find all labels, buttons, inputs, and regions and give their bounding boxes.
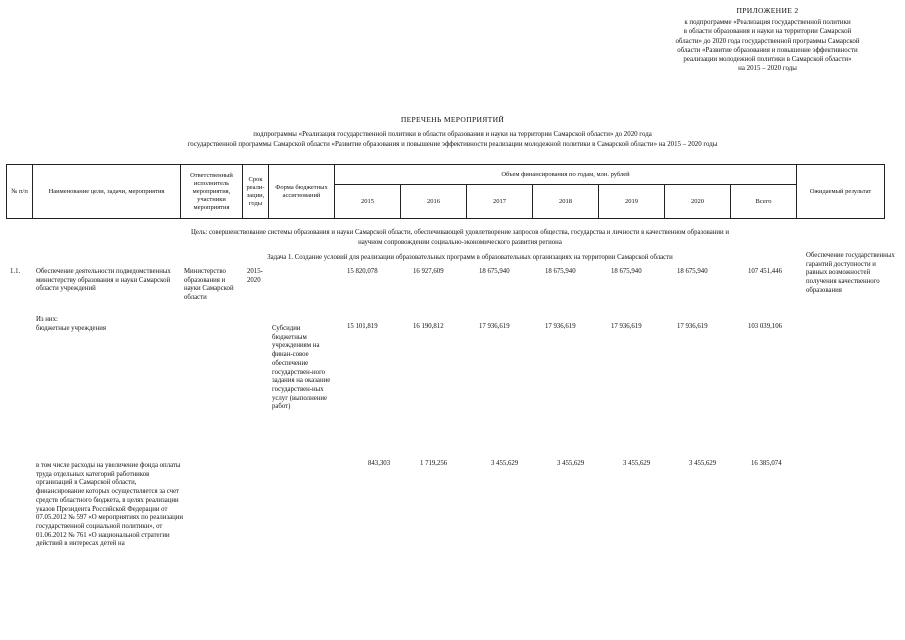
value-2015: 15 820,078 — [347, 268, 378, 275]
value-2019: 3 455,629 — [623, 460, 651, 467]
value-2018: 3 455,629 — [557, 460, 585, 467]
value-2018: 18 675,940 — [545, 268, 576, 275]
appendix-line: области» до 2020 года государственной программы Самарской — [675, 37, 860, 45]
header-year: 2019 — [599, 185, 665, 219]
header-year: 2020 — [665, 185, 731, 219]
row-executor: Министерство образования и науки Самарской области — [184, 268, 234, 302]
value-2017: 17 936,619 — [479, 323, 510, 330]
header-year: 2015 — [335, 185, 401, 219]
value-2020: 17 936,619 — [677, 323, 708, 330]
header-year: 2016 — [401, 185, 467, 219]
appendix-line: области «Развитие образования и повышение эффективности — [677, 46, 858, 54]
goal-text — [80, 228, 840, 247]
header-form: Форма бюджетных ассигнований — [269, 165, 335, 219]
appendix-line: в области образования и науки на территории Самарской — [683, 28, 852, 36]
value-2020: 3 455,629 — [689, 460, 717, 467]
value-2020: 18 675,940 — [677, 268, 708, 275]
document-subtitle — [0, 130, 905, 150]
appendix-line: реализации молодежной политики в Самарской области» — [683, 56, 852, 64]
header-year-total: Всего — [731, 185, 797, 219]
value-2015: 15 101,819 — [347, 323, 378, 330]
header-year: 2017 — [467, 185, 533, 219]
appendix-block — [640, 6, 895, 73]
goal-line: научном сопровождении социально-экономического развития региона — [358, 238, 562, 246]
appendix-line: к подпрограмме «Реализация государственной политики — [684, 19, 851, 27]
value-2016: 16 927,609 — [413, 268, 444, 275]
value-2019: 18 675,940 — [611, 268, 642, 275]
header-funding: Объем финансирования по годам, млн. рублей — [335, 165, 797, 185]
row-name: Обеспечение деятельности подведомственных министерству образования и науки Самарской области учреждений — [36, 268, 171, 293]
row-form: Субсидии бюджетным учреждениям на финан-совое обеспечение государствен-ного задания на оказание государствен-ных услуг (выполнение работ) — [272, 325, 331, 411]
header-name: Наименование цели, задачи, мероприятия — [33, 165, 181, 219]
task-text: Задача 1. Создание условий для реализации образовательных программ в образовательных организациях на территории Самарской области — [267, 254, 673, 261]
appendix-line: на 2015 – 2020 годы — [738, 65, 797, 73]
header-num: № п/п — [7, 165, 33, 219]
header-term: Срок реали-зации, годы — [243, 165, 269, 219]
header-table — [6, 164, 885, 219]
value-2016: 1 719,256 — [420, 460, 448, 467]
subtitle-line: государственной программы Самарской области «Развитие образования и повышение эффективности реализации молодежной политики в Самарской области» на 2015 – 2020 годы — [187, 141, 718, 148]
subtitle-line: подпрограммы «Реализация государственной политики в области образования и науки на территории Самарской области» до 2020 года — [253, 131, 652, 138]
row-name: Из них: — [36, 316, 58, 323]
row-name: в том числе расходы на увеличение фонда оплаты труда отдельных категорий работников организаций в Самарской области, финансирование которых осуществляется за счет средств областного бюджета, в целях реализации указов Президента Российской Федерации от 07.05.2012 № 597 «О мероприятиях по реализации государственной социальной политики», от 01.06.2012 № 761 «О национальной стратегии действий в интересах детей на — [36, 462, 184, 548]
value-2016: 16 190,812 — [413, 323, 444, 330]
value-2018: 17 936,619 — [545, 323, 576, 330]
value-total: 107 451,446 — [748, 268, 782, 275]
row-result: Обеспечение государственных гарантий доступности и равных возможностей получения качественного образования — [806, 252, 895, 294]
header-executor: Ответственный исполнитель мероприятия, участники мероприятия — [181, 165, 243, 219]
value-total: 16 385,074 — [751, 460, 782, 467]
value-2017: 18 675,940 — [479, 268, 510, 275]
row-name: бюджетные учреждения — [36, 325, 106, 332]
header-year: 2018 — [533, 185, 599, 219]
document-title: ПЕРЕЧЕНЬ МЕРОПРИЯТИЙ — [400, 115, 505, 124]
goal-line: Цель: совершенствование системы образования и науки Самарской области, обеспечивающей удовлетворение запросов общества, государства и личности в качественном образовании и — [191, 229, 729, 236]
appendix-title: ПРИЛОЖЕНИЕ 2 — [736, 6, 799, 15]
row-term: 2015-2020 — [247, 268, 263, 284]
value-2017: 3 455,629 — [491, 460, 519, 467]
row-num: 1.1. — [10, 268, 21, 275]
value-2019: 17 936,619 — [611, 323, 642, 330]
header-result: Ожидаемый результат — [797, 165, 885, 219]
value-total: 103 039,106 — [748, 323, 782, 330]
value-2015: 843,303 — [368, 460, 391, 467]
